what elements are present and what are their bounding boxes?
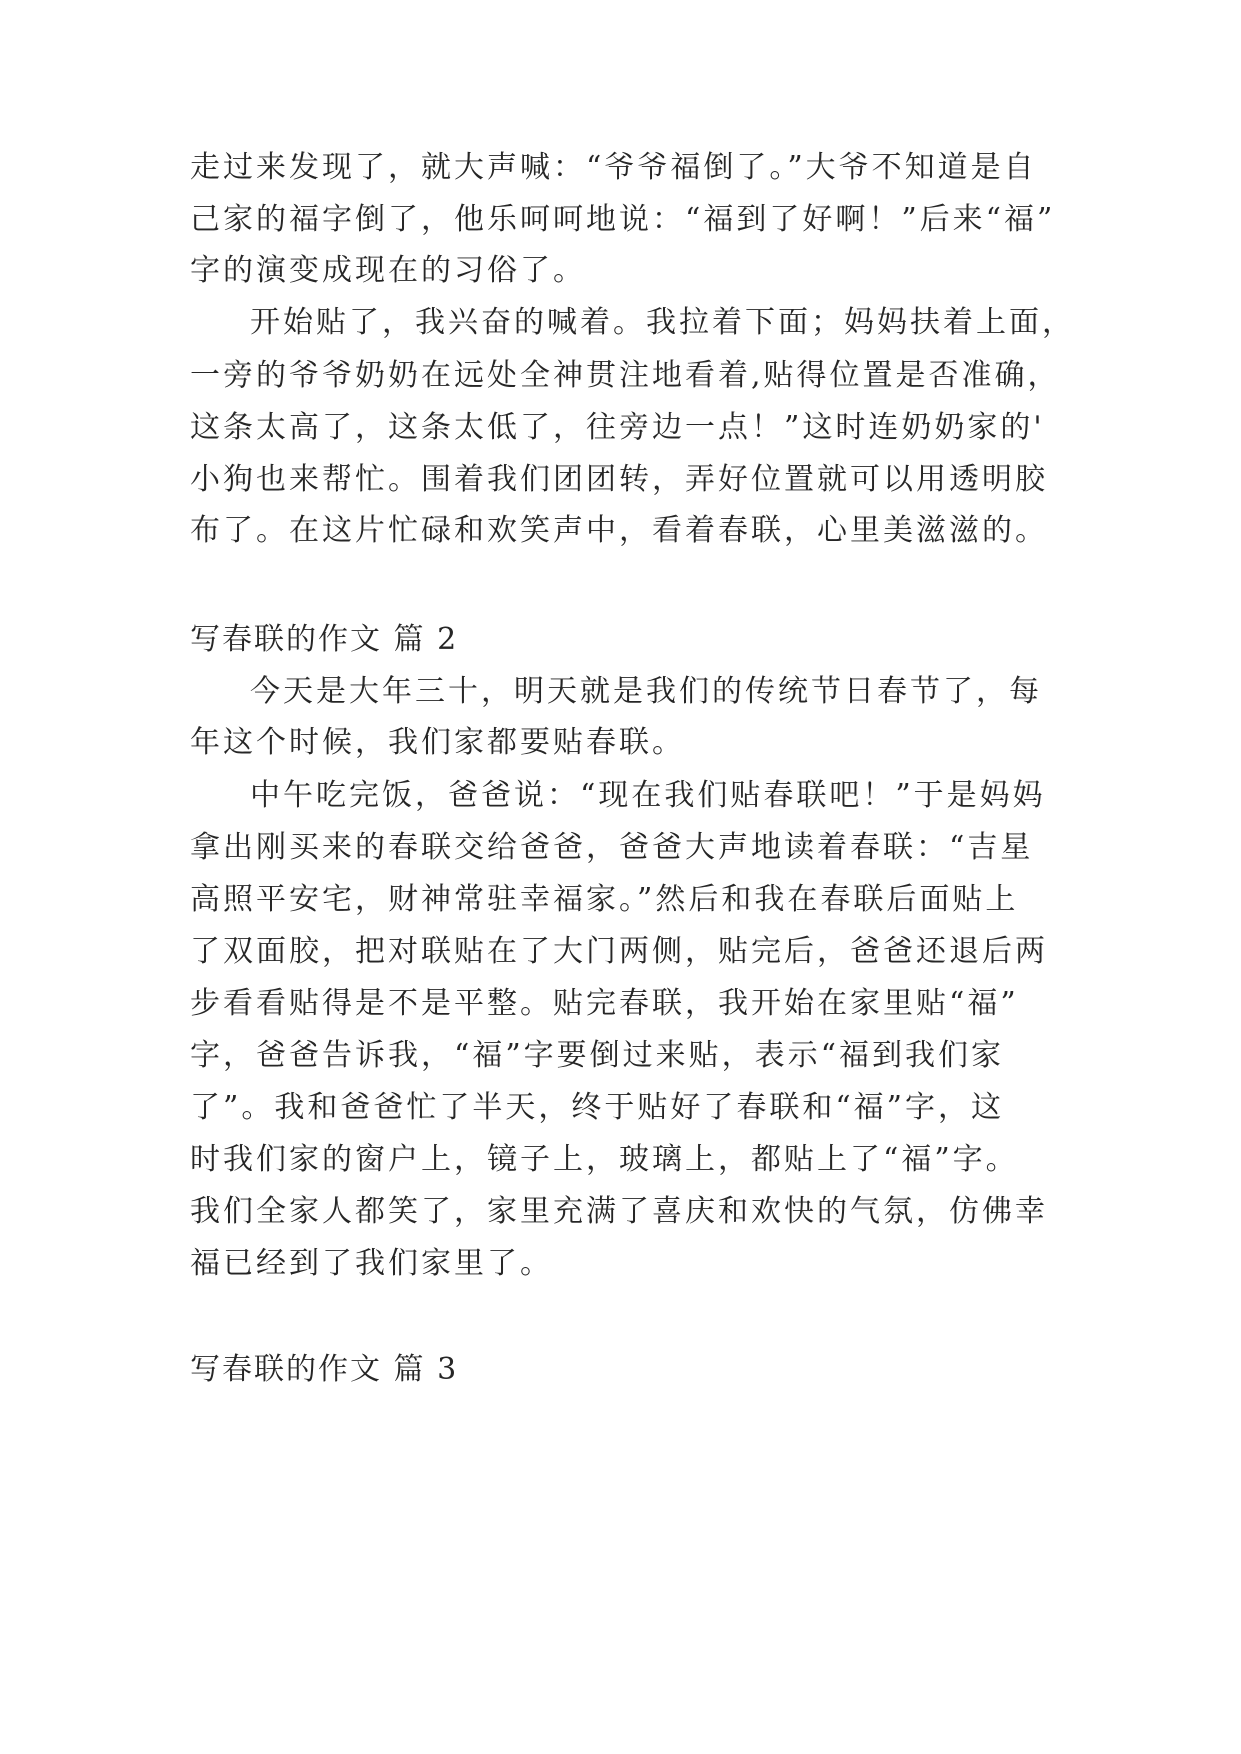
paragraph-line: 一旁的爷爷奶奶在远处全神贯注地看着,贴得位置是否准确， xyxy=(190,358,1061,393)
paragraph-line: 了双面胶，把对联贴在了大门两侧，贴完后，爸爸还退后两 xyxy=(190,934,1048,969)
paragraph-line: 这条太高了，这条太低了，往旁边一点！”这时连奶奶家的' xyxy=(190,410,1045,445)
section-heading: 写春联的作文 篇 3 xyxy=(190,1352,459,1387)
paragraph-line: 字，爸爸告诉我，“福”字要倒过来贴，表示“福到我们家 xyxy=(190,1038,1005,1073)
paragraph-line: 了”。我和爸爸忙了半天，终于贴好了春联和“福”字，这 xyxy=(190,1090,1005,1125)
paragraph-line: 小狗也来帮忙。围着我们团团转，弄好位置就可以用透明胶 xyxy=(190,462,1048,497)
paragraph-line: 中午吃完饭，爸爸说：“现在我们贴春联吧！”于是妈妈 xyxy=(250,778,1046,813)
paragraph-line: 己家的福字倒了，他乐呵呵地说：“福到了好啊！”后来“福” xyxy=(190,202,1056,237)
paragraph-line: 走过来发现了，就大声喊：“爷爷福倒了。”大爷不知道是自 xyxy=(190,150,1037,185)
paragraph-line: 字的演变成现在的习俗了。 xyxy=(190,253,586,288)
paragraph-line: 我们全家人都笑了，家里充满了喜庆和欢快的气氛，仿佛幸 xyxy=(190,1194,1048,1229)
paragraph-line: 步看看贴得是不是平整。贴完春联，我开始在家里贴“福” xyxy=(190,986,1019,1021)
paragraph-line: 今天是大年三十，明天就是我们的传统节日春节了，每 xyxy=(250,674,1042,709)
paragraph-line: 福已经到了我们家里了。 xyxy=(190,1246,553,1281)
paragraph-line: 时我们家的窗户上，镜子上，玻璃上，都贴上了“福”字。 xyxy=(190,1142,1019,1177)
paragraph-line: 布了。在这片忙碌和欢笑声中，看着春联，心里美滋滋的。 xyxy=(190,513,1048,548)
section-heading: 写春联的作文 篇 2 xyxy=(190,622,459,657)
paragraph-line: 高照平安宅，财神常驻幸福家。”然后和我在春联后面贴上 xyxy=(190,882,1019,917)
paragraph-line: 开始贴了，我兴奋的喊着。我拉着下面；妈妈扶着上面， xyxy=(250,305,1075,340)
paragraph-line: 拿出刚买来的春联交给爸爸，爸爸大声地读着春联：“吉星 xyxy=(190,830,1034,865)
paragraph-line: 年这个时候，我们家都要贴春联。 xyxy=(190,725,685,760)
